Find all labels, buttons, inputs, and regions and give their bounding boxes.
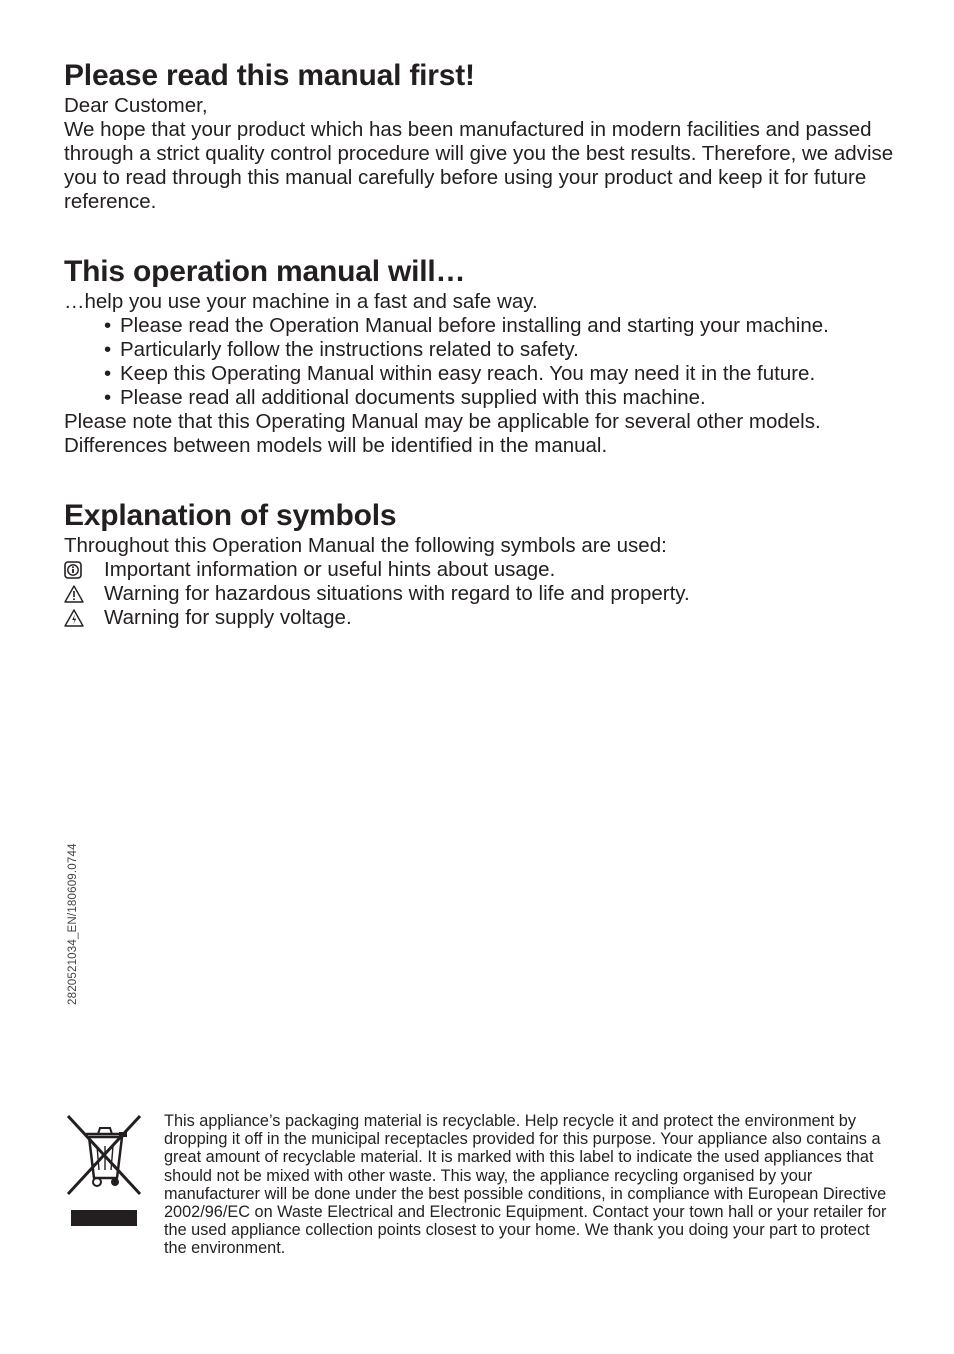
symbol-row-info (64, 558, 894, 582)
manual-page (64, 58, 894, 630)
intro-title: Please read this manual first! (64, 59, 475, 92)
symbols-title: Explanation of symbols (64, 499, 397, 532)
bullet-text: Please read all additional documents supplied with this machine. (120, 386, 706, 409)
symbol-row-voltage (64, 606, 894, 630)
voltage-warning-icon (64, 609, 104, 627)
recycling-text: This appliance’s packaging material is recyclable. Help recycle it and protect the environment by dropping it off in the municipal receptacles provided for this purpose. Your appliance also contains a great amount of recyclable material. It is marked with this label to indicate the used appliances that should not be mixed with other waste. This way, the appliance recycling organised by your manufacturer will be done under the best possible conditions, in compliance with European Directive 2002/96/EC on Waste Electrical and Electronic Equipment. Contact your town hall or your retailer for the used appliance collection points closest to your home. We thank you doing your part to protect the environment. (164, 1112, 887, 1258)
bullet-item (104, 386, 894, 410)
bullet-item (104, 314, 894, 338)
document-id: 2820521034_EN/180609.0744 (67, 843, 79, 1005)
bullet-text: Please read the Operation Manual before installing and starting your machine. (120, 314, 829, 337)
info-icon (64, 561, 104, 579)
symbol-text: Warning for hazardous situations with regard to life and property. (104, 582, 690, 605)
symbol-text: Important information or useful hints about usage. (104, 558, 556, 581)
symbol-row-warning (64, 582, 894, 606)
operation-manual-lead: …help you use your machine in a fast and safe way. (64, 290, 538, 313)
symbol-text: Warning for supply voltage. (104, 606, 352, 629)
intro-body: We hope that your product which has been manufactured in modern facilities and passed through a strict quality control procedure will give you the best results. Therefore, we advise you to read through this manual carefully before using your product and keep it for future reference. (64, 118, 894, 213)
bullet-dot: • (104, 314, 112, 337)
bullet-text: Keep this Operating Manual within easy reach. You may need it in the future. (120, 362, 816, 385)
bullet-list (64, 314, 894, 410)
warning-triangle-icon (64, 585, 104, 603)
black-bar (71, 1210, 137, 1226)
greeting: Dear Customer, (64, 94, 208, 117)
operation-manual-section (64, 254, 894, 458)
bullet-dot: • (104, 386, 112, 409)
models-note: Please note that this Operating Manual may be applicable for several other models. Differences between models will be identified in the manual. (64, 410, 821, 457)
operation-manual-title: This operation manual will… (64, 255, 466, 288)
intro-section (64, 58, 894, 214)
bullet-dot: • (104, 338, 112, 361)
bullet-dot: • (104, 362, 112, 385)
bullet-item (104, 362, 894, 386)
recycling-notice (64, 1112, 894, 1258)
crossed-out-wheelie-bin-icon (64, 1112, 164, 1232)
symbols-section (64, 498, 894, 630)
bullet-text: Particularly follow the instructions related to safety. (120, 338, 579, 361)
symbols-lead: Throughout this Operation Manual the following symbols are used: (64, 534, 667, 557)
bullet-item (104, 338, 894, 362)
